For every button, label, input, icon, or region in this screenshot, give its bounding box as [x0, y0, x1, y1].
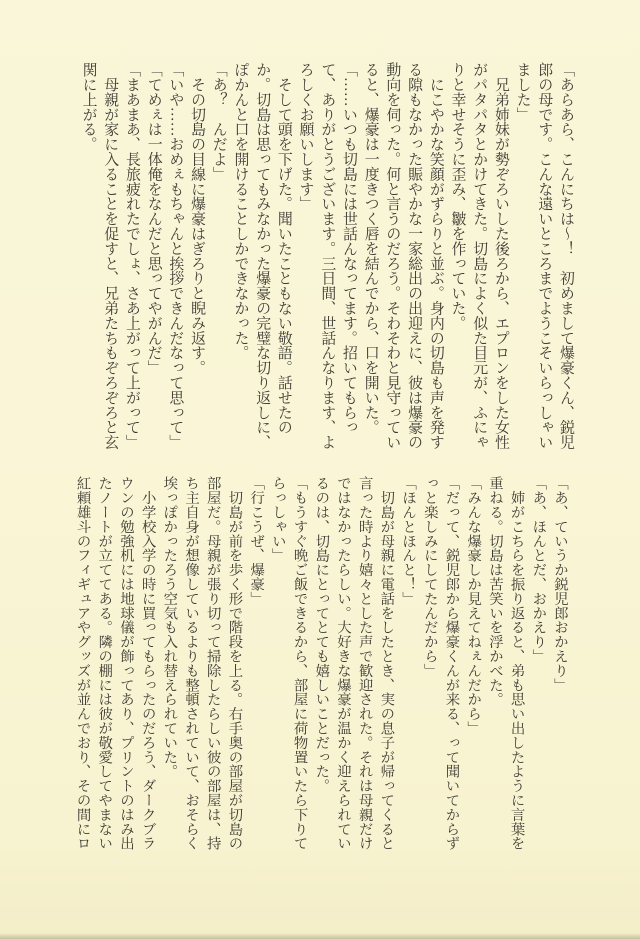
paragraph: 切島が前を歩く形で階段を上る。右手奥の部屋が切島の部屋だ。母親が張り切って掃除したらしい彼の部屋は、持ち主自身が想像しているよりも整頓されていて、おそらく埃っぽかったろう空気も入れ替えられていた。 — [161, 476, 243, 851]
text-block-bottom — [71, 476, 570, 852]
paragraph: 切島が母親に電話をしたとき、実の息子が帰ってくると言った時より嬉々とした声で歓迎された。それは母親だけではなかったらしい。大好きな爆豪が温かく迎えられているのは、切島にとってとても嬉しいことだった。 — [313, 476, 395, 851]
paragraph: 小学校入学の時に買ってもらったのだろう、ダークブラウンの勉強机には地球儀が飾ってあり、プリントのはみ出たノートが立ててある。隣の棚には彼が敬愛してやまない紅頼雄斗のフィギュアやグッズが並んでおり、その間にロ — [74, 476, 156, 851]
paragraph: にこやかな笑顔がずらりと並ぶ。身内の切島も声を発する隙もなかった賑やかな一家総出の出迎えに、彼は爆豪の動向を伺った。何と言うのだろう。そわそわと見守っていると、爆豪は一度きつく唇を結んでから、口を開いた。 — [362, 62, 444, 450]
paragraph: 「まあまあ、長旅疲れたでしょ、さあ上がって上がって」 — [123, 62, 140, 450]
paragraph: 母親が家に入ることを促すと、兄弟たちもぞろぞろと玄関に上がる。 — [80, 62, 119, 450]
paragraph: 「いや……おめぇもちゃんと挨拶できんだなって思って」 — [167, 62, 184, 450]
paragraph: その切島の目線に爆豪はぎろりと睨み返す。 — [189, 62, 206, 375]
paragraph: 「あ、ていうか鋭児郎おかえり」 — [552, 476, 568, 692]
paragraph: 姉がこちらを振り返ると、弟も思い出したように言葉を重ねる。切島は苦笑いを浮かべた。 — [486, 476, 525, 851]
text-block-top — [77, 62, 576, 454]
paragraph: 兄弟姉妹が勢ぞろいした後ろから、エプロンをした女性がパタパタとかけてきた。切島によく似た目元が、ふにゃりと幸せそうに歪み、皺を作っていた。 — [449, 62, 509, 450]
paragraph: 「もうすぐ晩ご飯できるから、部屋に荷物置いたら下りてらっしゃい」 — [269, 476, 308, 851]
paragraph: 「ほんとほんと！」 — [400, 476, 417, 606]
paragraph: 「行こうぜ、爆豪」 — [248, 476, 265, 606]
paragraph: 「あ？ んだよ」 — [210, 62, 227, 182]
paragraph: 「……いつも切島には世話んなってます。招いてもらって、ありがとうございます。三日間、世話んなります、よろしくお願いします」 — [297, 62, 357, 450]
paragraph: そして頭を下げた。聞いたこともない敬語。話せたのか。切島は思ってもみなかった爆豪の完璧な切り返しに、ぽかんと口を開けることしかできなかった。 — [232, 62, 292, 450]
paragraph: 「てめぇは一体俺をなんだと思ってやがんだ」 — [145, 62, 162, 375]
paragraph: 「あ、ほんとだ、おかえり」 — [530, 476, 547, 664]
page-bottom-scan-shadow — [0, 933, 640, 939]
paragraph: 「みんな爆豪しか見えてねぇんだから」 — [465, 476, 482, 736]
paragraph: 「だって、鋭児郎から爆豪くんが来る、って聞いてからずっと楽しみにしてたんだから」 — [421, 476, 460, 851]
paragraph: 「あらあら、こんにちは〜！ 初めまして爆豪くん、鋭児郎の母です。こんな遠いところまでようこそいらっしゃいました」 — [514, 62, 574, 450]
